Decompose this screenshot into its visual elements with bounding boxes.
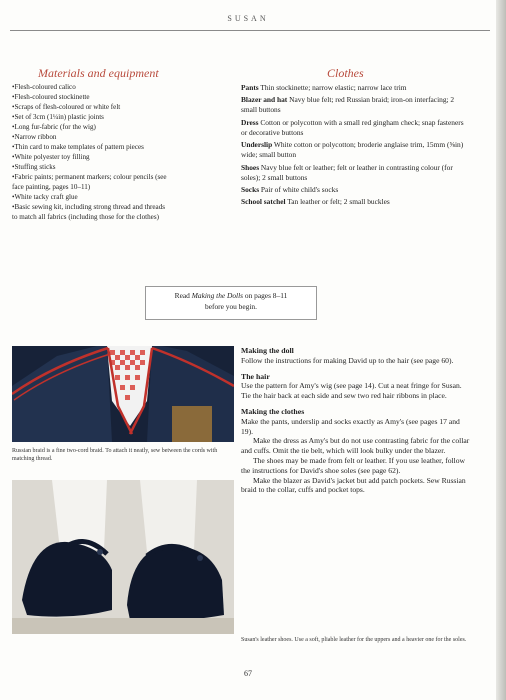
materials-item: •Fabric paints; permanent markers; colour pencils (see xyxy=(12,173,167,181)
clothes-item-label: Shoes xyxy=(241,162,260,172)
clothes-item-label: Dress xyxy=(241,117,259,127)
book-spine-shadow xyxy=(496,0,506,700)
clothes-item-label: School satchel xyxy=(241,197,286,207)
photo-top-caption: Russian braid is a fine two-cord braid. To attach it neatly, sew between the cords with matching thread. xyxy=(12,448,218,462)
materials-item: •Narrow ribbon xyxy=(12,133,57,141)
making-doll-heading: Making the doll xyxy=(241,346,294,355)
materials-item: •Long fur-fabric (for the wig) xyxy=(12,123,96,131)
header-rule xyxy=(10,30,490,31)
clothes-list xyxy=(241,83,471,210)
clothes-item-label: Socks xyxy=(241,184,260,194)
materials-item: •Thin card to make templates of pattern pieces xyxy=(12,143,144,151)
blazer-illustration xyxy=(12,346,234,442)
clothes-item-text: Thin stockinette; narrow elastic; narrow lace trim xyxy=(258,83,407,92)
clothes-para-4: Make the blazer as David's jacket but add patch pockets. Sew Russian braid to the collar, cuffs and pocket tops. xyxy=(241,475,466,495)
clothes-para-2: Make the dress as Amy's but do not use contrasting fabric for the collar and cuffs. Omit the tie belt, which will look bulky under the blazer. xyxy=(241,436,470,456)
clothes-title: Clothes xyxy=(327,66,364,80)
note-pre: Read xyxy=(174,291,192,300)
making-doll-text: Follow the instructions for making David up to the hair (see page 60). xyxy=(241,355,454,365)
clothes-para-3: The shoes may be made from felt or leather. If you use leather, follow the instructions for David's shoe soles (see page 62). xyxy=(241,455,466,475)
read-first-note xyxy=(145,286,317,320)
clothes-item-text: White cotton or polycotton; broderie anglaise trim, 15mm (⅝in) wide; small button xyxy=(241,140,464,160)
note-line2: before you begin. xyxy=(205,301,257,311)
running-header: SUSAN xyxy=(227,14,269,23)
materials-item: •Flesh-coloured stockinette xyxy=(12,93,90,101)
note-italic: Making the Dolls xyxy=(191,291,244,300)
clothes-item xyxy=(241,95,471,115)
clothes-item xyxy=(241,185,471,195)
materials-item: •White tacky craft glue xyxy=(12,193,78,201)
clothes-item-label: Pants xyxy=(241,83,259,92)
instructions-column xyxy=(241,346,473,495)
materials-item: •Basic sewing kit, including strong thread and threads xyxy=(12,203,165,211)
page-number: 67 xyxy=(244,669,252,678)
clothes-item xyxy=(241,197,471,207)
clothes-item-text: Navy blue felt or leather; felt or leather in contrasting colour (for soles); 2 small buttons xyxy=(241,162,453,182)
materials-item: to match all fabrics (including those for the clothes) xyxy=(12,213,159,221)
materials-item: •Scraps of flesh-coloured or white felt xyxy=(12,103,121,111)
shoes-photo xyxy=(12,480,234,634)
clothes-item xyxy=(241,140,471,160)
photo-bottom-caption: Susan's leather shoes. Use a soft, pliable leather for the uppers and a heavier one for the soles. xyxy=(241,637,467,643)
clothes-item-text: Cotton or polycotton with a small red gingham check; snap fasteners or decorative buttons xyxy=(241,117,464,137)
hair-heading: The hair xyxy=(241,371,270,381)
making-clothes-heading: Making the clothes xyxy=(241,406,305,416)
materials-item: •Flesh-coloured calico xyxy=(12,83,76,91)
clothes-para-1: Make the pants, underslip and socks exactly as Amy's (see pages 17 and 19). xyxy=(241,416,460,436)
clothes-item-label: Underslip xyxy=(241,140,273,150)
materials-list xyxy=(12,82,234,222)
clothes-item xyxy=(241,118,471,138)
materials-item: •White polyester toy filling xyxy=(12,153,90,161)
clothes-item xyxy=(241,83,471,93)
clothes-item-text: Pair of white child's socks xyxy=(259,184,339,194)
materials-item: •Set of 3cm (1¼in) plastic joints xyxy=(12,113,104,121)
clothes-item-label: Blazer and hat xyxy=(241,95,288,105)
materials-item: •Stuffing sticks xyxy=(12,163,56,171)
hair-text: Use the pattern for Amy's wig (see page 14). Cut a neat fringe for Susan. Tie the hair back at each side and sew two red hair ribbons in place. xyxy=(241,381,462,401)
materials-item: face painting, pages 10–11) xyxy=(12,183,91,191)
clothes-item xyxy=(241,163,471,183)
clothes-item-text: Navy blue felt; red Russian braid; iron-on interfacing; 2 small buttons xyxy=(241,95,455,115)
note-post: on pages 8–11 xyxy=(243,291,288,300)
clothes-item-text: Tan leather or felt; 2 small buckles xyxy=(285,197,390,207)
materials-title: Materials and equipment xyxy=(38,66,159,80)
blazer-photo xyxy=(12,346,234,442)
shoes-illustration xyxy=(12,480,234,634)
